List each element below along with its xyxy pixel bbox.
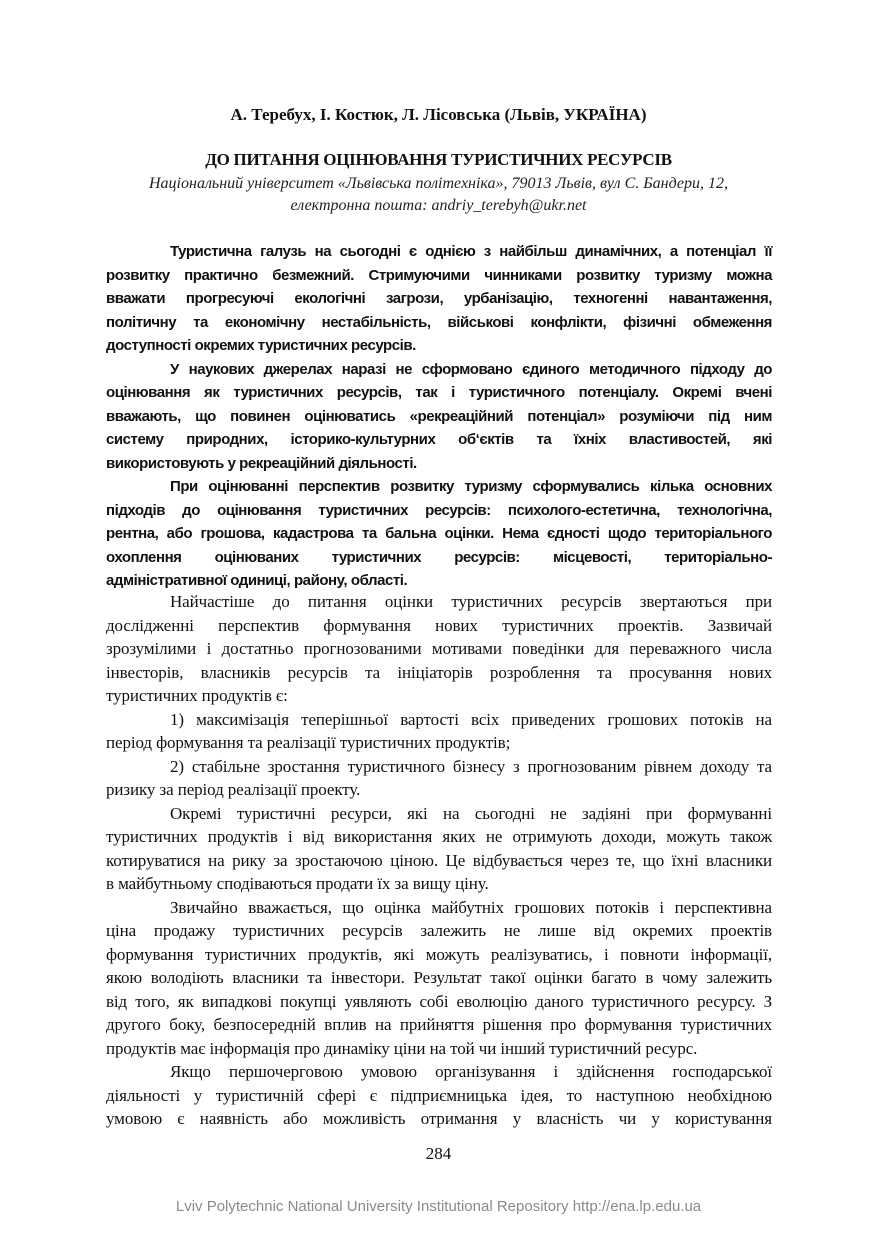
paragraph	[106, 1060, 772, 1131]
paragraph	[106, 240, 772, 358]
text-line: доступності окремих туристичних ресурсів.	[106, 337, 416, 354]
text-line: продуктів має інформація про динаміку ціни на той чи інший туристичний ресурс.	[106, 1038, 698, 1058]
text-line: підходів до оцінювання туристичних ресурсів: психолого-естетична, технологічна,	[106, 501, 772, 519]
text-line: туристичних продуктів є:	[106, 686, 288, 705]
paragraph	[106, 590, 772, 708]
text-line: дослідженні перспектив формування нових туристичних проектів. Зазвичай	[106, 615, 772, 635]
text-line: Найчастіше до питання оцінки туристичних ресурсів звертаються при	[170, 592, 772, 611]
text-line: Звичайно вважається, що оцінка майбутніх грошових потоків і перспективна	[170, 897, 772, 917]
text-line: інвесторів, власників ресурсів та ініціаторів розроблення та просування нових	[106, 662, 772, 682]
text-line: оцінювання як туристичних ресурсів, так і туристичного потенціалу. Окремі вчені	[106, 384, 772, 401]
text-line: котируватися на рику за зростаючою ціною. Це відбувається через те, що їхні власники	[106, 850, 772, 870]
text-line: діяльності у туристичній сфері є підприємницька ідея, то наступною необхідною	[106, 1085, 772, 1105]
text-line: в майбутньому сподіваються продати їх за вищу ціну.	[106, 874, 489, 893]
text-line: адміністративної одиниці, району, області.	[106, 572, 408, 589]
paragraph	[106, 358, 772, 476]
text-line: Окремі туристичні ресурси, які на сьогодні не задіяні при формуванні	[170, 803, 772, 823]
text-line: використовують у рекреаційний діяльності.	[106, 454, 417, 472]
abstract-bold-text	[106, 240, 772, 593]
article-title: ДО ПИТАННЯ ОЦІНЮВАННЯ ТУРИСТИЧНИХ РЕСУРСІВ	[205, 150, 672, 169]
repository-footer: Lviv Polytechnic National University Institutional Repository http://ena.lp.edu.ua	[175, 1198, 702, 1215]
paragraph	[106, 755, 772, 802]
paragraph	[106, 896, 772, 1061]
page-number: 284	[425, 1144, 452, 1163]
text-line: період формування та реалізації туристичних продуктів;	[106, 733, 511, 752]
paragraph	[106, 708, 772, 755]
text-line: зрозумілими і достатньо прогнозованими мотивами поведінки для переважного числа	[106, 639, 772, 658]
text-line: вважають, що повинен оцінюватись «рекреаційний потенціал» розуміючи під ним	[106, 407, 772, 425]
text-line: Якщо першочерговою умовою організування і здійснення господарської	[170, 1062, 772, 1081]
paragraph	[106, 475, 772, 593]
affiliation-email: електронна пошта: andriy_terebyh@ukr.net	[290, 197, 587, 214]
text-line: ризику за період реалізації проекту.	[106, 780, 361, 799]
affiliation-address: Національний університет «Львівська політехніка», 79013 Львів, вул С. Бандери, 12,	[149, 175, 728, 192]
text-line: систему природних, історико-культурних об‘єктів та їхніх властивостей, які	[106, 431, 772, 448]
text-line: охоплення оцінюваних туристичних ресурсів: місцевості, територіально-	[106, 548, 772, 566]
text-line: вважати прогресуючі екологічні загрози, урбанізацію, техногенні навантаження,	[106, 290, 772, 307]
text-line: політичну та економічну нестабільність, військові конфлікти, фізичні обмеження	[106, 313, 772, 331]
paragraph	[106, 802, 772, 896]
text-line: умовою є наявність або можливість отримання у власність чи у користування	[106, 1109, 772, 1128]
text-line: При оцінюванні перспектив розвитку туризму сформувались кілька основних	[170, 478, 772, 495]
text-line: формування туристичних продуктів, які можуть реалізуватись, і повноти інформації,	[106, 944, 772, 964]
text-line: 2) стабільне зростання туристичного бізнесу з прогнозованим рівнем доходу та	[170, 756, 772, 776]
text-line: 1) максимізація теперішньої вартості всіх приведених грошових потоків на	[170, 709, 772, 729]
text-line: У наукових джерелах наразі не сформовано єдиного методичного підходу до	[170, 360, 772, 378]
text-line: розвитку практично безмежний. Стримуючими чинниками розвитку туризму можна	[106, 266, 772, 284]
body-text	[106, 590, 772, 1131]
text-line: якою володіють власники та інвестори. Результат такої оцінки багато в чому залежить	[106, 968, 772, 987]
text-line: другого боку, безпосередній вплив на прийняття рішення про формування туристичних	[106, 1015, 772, 1034]
text-line: туристичних продуктів і від використання яких не отримують доходи, можуть також	[106, 827, 772, 846]
affiliation	[0, 173, 877, 217]
text-line: ціна продажу туристичних ресурсів залежить не лише від окремих проектів	[106, 921, 772, 940]
authors: А. Теребух, І. Костюк, Л. Лісовська (Львів, УКРАЇНА)	[230, 105, 647, 124]
text-line: Туристична галузь на сьогодні є однією з найбільш динамічних, а потенціал її	[170, 243, 772, 260]
text-line: від того, як випадкові покупці уявляють собі еволюцію даного туристичного ресурсу. З	[106, 991, 772, 1011]
text-line: рентна, або грошова, кадастрова та бальна оцінки. Нема єдності щодо територіального	[106, 525, 772, 542]
